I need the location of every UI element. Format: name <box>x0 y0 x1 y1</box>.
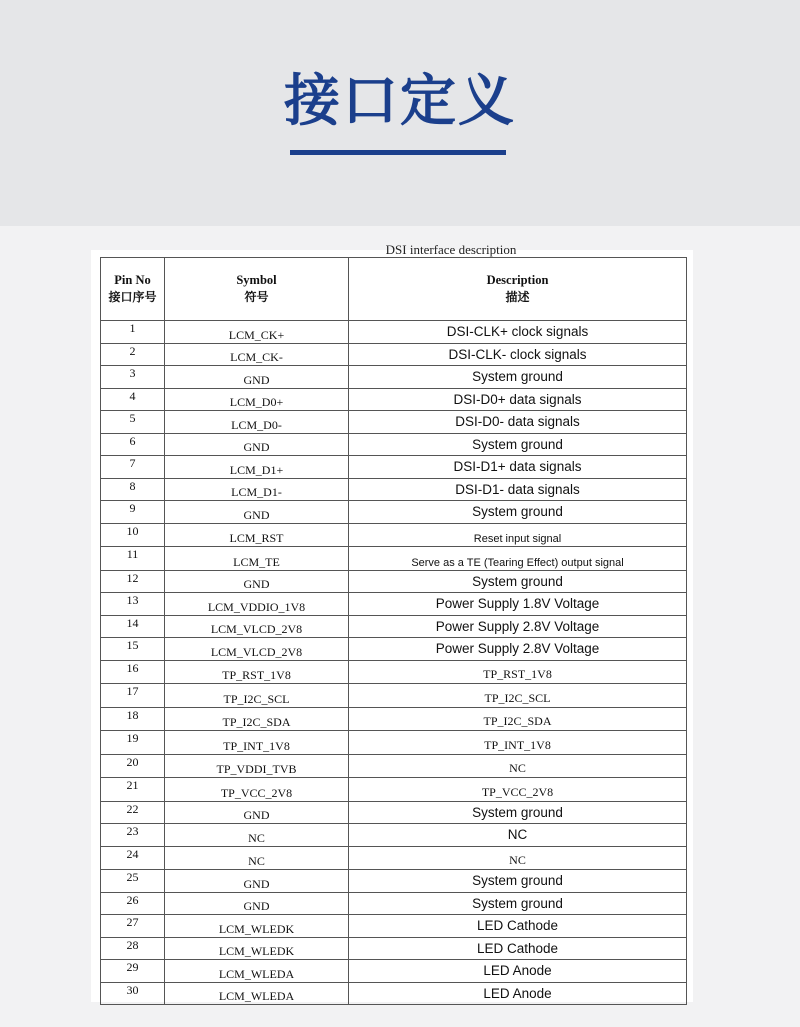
table-row <box>101 615 687 638</box>
symbol-cell: GND <box>165 366 349 389</box>
pin-number-cell: 9 <box>101 501 165 524</box>
description-cell: TP_VCC_2V8 <box>349 778 687 802</box>
pin-number-cell: 14 <box>101 615 165 638</box>
header-pin-no: Pin No 接口序号 <box>101 258 165 321</box>
table-row <box>101 660 687 684</box>
table-row <box>101 593 687 616</box>
symbol-cell: TP_INT_1V8 <box>165 731 349 755</box>
symbol-cell: GND <box>165 433 349 456</box>
symbol-cell: LCM_CK+ <box>165 321 349 344</box>
table-row <box>101 915 687 938</box>
description-cell: TP_I2C_SCL <box>349 684 687 708</box>
pin-number-cell: 25 <box>101 870 165 893</box>
symbol-cell: LCM_WLEDA <box>165 982 349 1005</box>
table-row <box>101 343 687 366</box>
description-cell: DSI-D1- data signals <box>349 478 687 501</box>
pin-number-cell: 10 <box>101 523 165 547</box>
title-underline <box>290 150 506 155</box>
table-row <box>101 960 687 983</box>
symbol-cell: LCM_WLEDK <box>165 915 349 938</box>
description-cell: System ground <box>349 433 687 456</box>
table-row <box>101 870 687 893</box>
page-title: 接口定义 <box>284 69 516 134</box>
symbol-cell: LCM_CK- <box>165 343 349 366</box>
description-cell: DSI-D0+ data signals <box>349 388 687 411</box>
pin-number-cell: 18 <box>101 707 165 731</box>
table-row <box>101 846 687 870</box>
table-row <box>101 523 687 547</box>
table-row <box>101 366 687 389</box>
symbol-cell: GND <box>165 501 349 524</box>
pin-number-cell: 12 <box>101 570 165 593</box>
table-row <box>101 456 687 479</box>
table-row <box>101 754 687 778</box>
description-cell: DSI-D0- data signals <box>349 411 687 434</box>
description-cell: Power Supply 1.8V Voltage <box>349 593 687 616</box>
description-cell: NC <box>349 824 687 847</box>
table-header-row <box>101 258 687 321</box>
symbol-cell: TP_I2C_SDA <box>165 707 349 731</box>
description-cell: System ground <box>349 570 687 593</box>
description-cell: Serve as a TE (Tearing Effect) output signal <box>349 547 687 571</box>
description-cell: LED Anode <box>349 982 687 1005</box>
description-cell: TP_INT_1V8 <box>349 731 687 755</box>
pin-number-cell: 4 <box>101 388 165 411</box>
pin-number-cell: 3 <box>101 366 165 389</box>
pin-number-cell: 15 <box>101 638 165 661</box>
pin-number-cell: 27 <box>101 915 165 938</box>
symbol-cell: GND <box>165 801 349 824</box>
pin-number-cell: 24 <box>101 846 165 870</box>
pin-number-cell: 22 <box>101 801 165 824</box>
description-cell: System ground <box>349 501 687 524</box>
symbol-cell: TP_VCC_2V8 <box>165 778 349 802</box>
table-row <box>101 433 687 456</box>
pin-number-cell: 5 <box>101 411 165 434</box>
table-row <box>101 388 687 411</box>
table-row <box>101 411 687 434</box>
symbol-cell: LCM_VLCD_2V8 <box>165 638 349 661</box>
table-row <box>101 731 687 755</box>
description-cell: TP_RST_1V8 <box>349 660 687 684</box>
table-row <box>101 937 687 960</box>
pin-number-cell: 1 <box>101 321 165 344</box>
symbol-cell: NC <box>165 824 349 847</box>
description-cell: Power Supply 2.8V Voltage <box>349 638 687 661</box>
symbol-cell: GND <box>165 570 349 593</box>
table-row <box>101 501 687 524</box>
pin-number-cell: 23 <box>101 824 165 847</box>
table-row <box>101 547 687 571</box>
pin-number-cell: 8 <box>101 478 165 501</box>
symbol-cell: LCM_VLCD_2V8 <box>165 615 349 638</box>
description-cell: System ground <box>349 801 687 824</box>
description-cell: LED Anode <box>349 960 687 983</box>
pin-number-cell: 21 <box>101 778 165 802</box>
header-symbol: Symbol 符号 <box>165 258 349 321</box>
symbol-cell: LCM_D1- <box>165 478 349 501</box>
symbol-cell: TP_I2C_SCL <box>165 684 349 708</box>
symbol-cell: LCM_WLEDK <box>165 937 349 960</box>
table-row <box>101 778 687 802</box>
table-row <box>101 982 687 1005</box>
description-cell: NC <box>349 846 687 870</box>
pin-number-cell: 7 <box>101 456 165 479</box>
symbol-cell: LCM_TE <box>165 547 349 571</box>
description-cell: DSI-CLK- clock signals <box>349 343 687 366</box>
description-cell: Reset input signal <box>349 523 687 547</box>
description-cell: System ground <box>349 366 687 389</box>
table-row <box>101 707 687 731</box>
description-cell: System ground <box>349 870 687 893</box>
symbol-cell: LCM_D1+ <box>165 456 349 479</box>
table-row <box>101 824 687 847</box>
table-row <box>101 638 687 661</box>
symbol-cell: LCM_D0- <box>165 411 349 434</box>
pin-number-cell: 26 <box>101 892 165 915</box>
page-header <box>0 0 800 226</box>
symbol-cell: NC <box>165 846 349 870</box>
pin-number-cell: 29 <box>101 960 165 983</box>
pin-number-cell: 28 <box>101 937 165 960</box>
symbol-cell: GND <box>165 892 349 915</box>
description-cell: DSI-CLK+ clock signals <box>349 321 687 344</box>
pin-number-cell: 6 <box>101 433 165 456</box>
symbol-cell: TP_RST_1V8 <box>165 660 349 684</box>
table-row <box>101 478 687 501</box>
table-row <box>101 801 687 824</box>
pin-number-cell: 16 <box>101 660 165 684</box>
symbol-cell: LCM_WLEDA <box>165 960 349 983</box>
symbol-cell: LCM_RST <box>165 523 349 547</box>
header-description: Description 描述 <box>349 258 687 321</box>
symbol-cell: TP_VDDI_TVB <box>165 754 349 778</box>
cutoff-caption: DSI interface description <box>385 242 517 257</box>
description-cell: LED Cathode <box>349 937 687 960</box>
description-cell: LED Cathode <box>349 915 687 938</box>
description-cell: DSI-D1+ data signals <box>349 456 687 479</box>
description-cell: Power Supply 2.8V Voltage <box>349 615 687 638</box>
pin-number-cell: 19 <box>101 731 165 755</box>
pin-number-cell: 2 <box>101 343 165 366</box>
symbol-cell: LCM_VDDIO_1V8 <box>165 593 349 616</box>
pin-number-cell: 13 <box>101 593 165 616</box>
description-cell: System ground <box>349 892 687 915</box>
table-row <box>101 684 687 708</box>
description-cell: TP_I2C_SDA <box>349 707 687 731</box>
symbol-cell: LCM_D0+ <box>165 388 349 411</box>
table-row <box>101 570 687 593</box>
table-row <box>101 321 687 344</box>
symbol-cell: GND <box>165 870 349 893</box>
description-cell: NC <box>349 754 687 778</box>
pin-number-cell: 30 <box>101 982 165 1005</box>
pin-number-cell: 11 <box>101 547 165 571</box>
pin-number-cell: 17 <box>101 684 165 708</box>
pin-definition-table <box>100 257 687 1005</box>
pin-number-cell: 20 <box>101 754 165 778</box>
pin-table-sheet <box>91 242 693 1003</box>
table-row <box>101 892 687 915</box>
